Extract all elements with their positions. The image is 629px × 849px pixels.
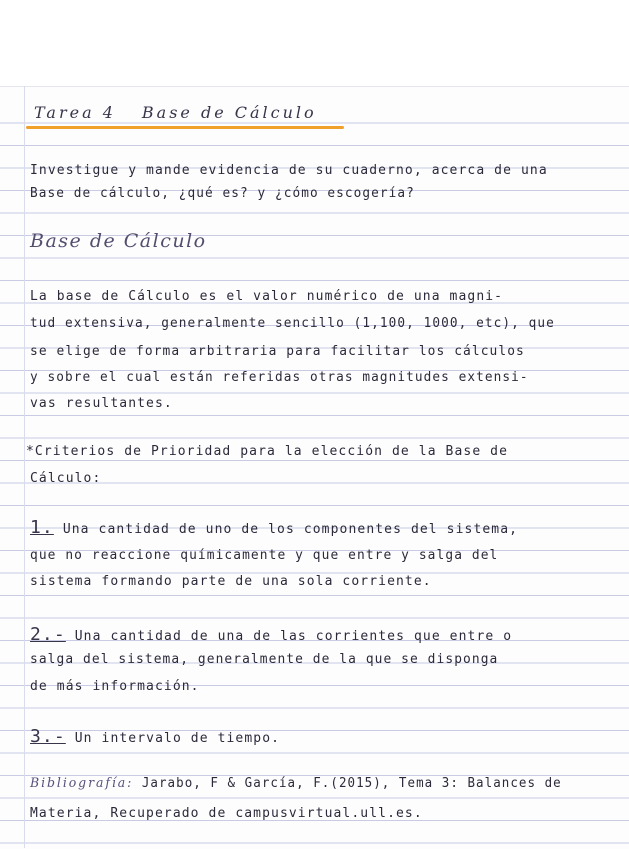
title-tarea: Tarea 4 [34, 103, 116, 122]
definition-line: tud extensiva, generalmente sencillo (1,100, 1000, etc), que [30, 316, 555, 331]
criterion-line: 1. Una cantidad de uno de los componentes del sistema, [30, 517, 519, 538]
bibliography-line: Materia, Recuperado de campusvirtual.ull.es. [30, 806, 423, 821]
criterion-number: 1. [30, 517, 54, 538]
criterion-line: 3.- Un intervalo de tiempo. [30, 726, 281, 747]
criterion-number: 2.- [30, 624, 66, 645]
title-underline [26, 126, 344, 129]
title-subject: Base de Cálculo [141, 103, 317, 122]
prompt-line: Investigue y mande evidencia de su cuaderno, acerca de una [30, 163, 548, 178]
section-heading: Base de Cálculo [30, 230, 207, 252]
bibliography-label: Bibliografía: [30, 776, 134, 791]
criterion-line: 2.- Una cantidad de una de las corrientes que entre o [30, 624, 513, 645]
criterion-line: sistema formando parte de una sola corriente. [30, 574, 432, 589]
criterion-line: de más información. [30, 679, 200, 694]
page-title [34, 103, 317, 122]
criterion-line: que no reaccione químicamente y que entre y salga del [30, 548, 499, 563]
criterion-number: 3.- [30, 726, 66, 747]
bibliography-line: Bibliografía: Jarabo, F & García, F.(2015), Tema 3: Balances de [30, 776, 562, 791]
definition-line: y sobre el cual están referidas otras magnitudes extensi- [30, 370, 529, 385]
definition-line: La base de Cálculo es el valor numérico de una magni- [30, 289, 504, 304]
criteria-heading-line: Cálculo: [30, 471, 102, 486]
criteria-heading-line: *Criterios de Prioridad para la elección de la Base de [26, 444, 509, 459]
definition-line: se elige de forma arbitraria para facilitar los cálculos [30, 344, 525, 359]
prompt-line: Base de cálculo, ¿qué es? y ¿cómo escogería? [30, 186, 415, 201]
criterion-line: salga del sistema, generalmente de la que se disponga [30, 652, 499, 667]
definition-line: vas resultantes. [30, 396, 173, 411]
margin-line [24, 86, 25, 848]
